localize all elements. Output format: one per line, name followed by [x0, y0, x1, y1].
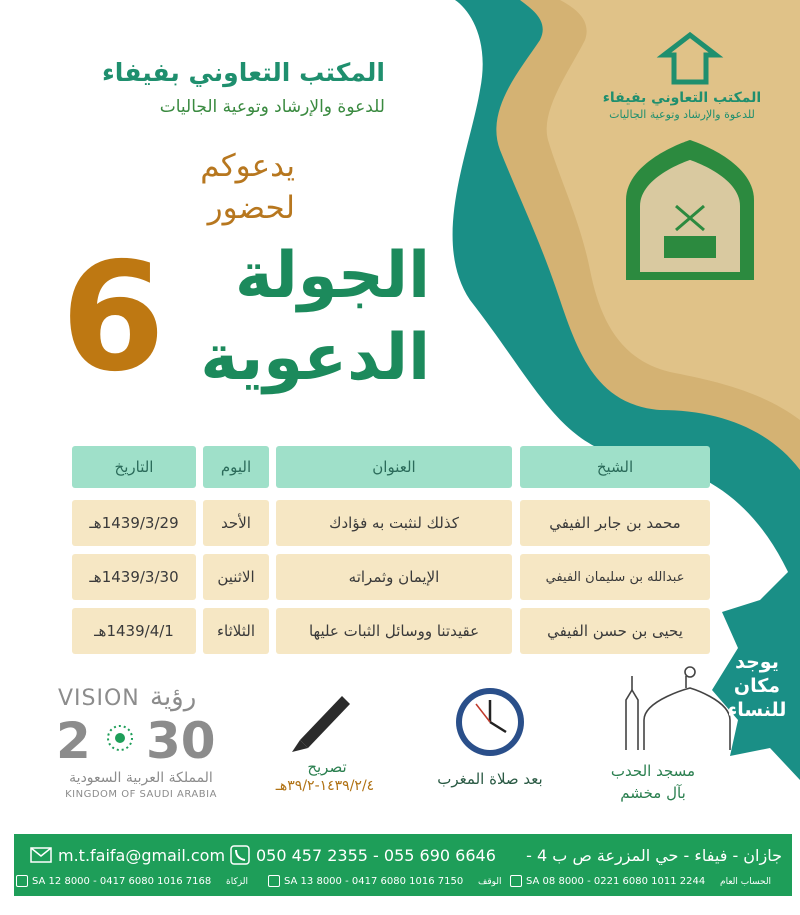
- column-header-date: التاريخ: [72, 446, 196, 488]
- account-number-general: SA 08 8000 - 0221 6080 1011 2244: [526, 876, 706, 887]
- table-cell-sheikh: يحيى بن حسن الفيفي: [520, 608, 710, 654]
- account-box-icon: [268, 875, 280, 887]
- table-cell-title: كذلك لنثبت به فؤادك: [276, 500, 512, 546]
- footer-bar: [14, 834, 792, 896]
- women-note-line-1: يوجد: [735, 651, 779, 673]
- org-title: المكتب التعاوني بفيفاء: [102, 58, 385, 87]
- org-subtitle: للدعوة والإرشاد وتوعية الجاليات: [159, 97, 385, 117]
- table-cell-sheikh: عبدالله بن سليمان الفيفي: [520, 554, 710, 600]
- account-number-waqf: SA 13 8000 - 0417 6080 1016 7150: [284, 876, 464, 887]
- table-cell-day: الثلاثاء: [203, 608, 269, 654]
- column-header-sheikh: الشيخ: [520, 446, 710, 488]
- badge-org-name: المكتب التعاوني بفيفاء: [602, 90, 762, 106]
- footer-address: جازان - فيفاء - حي المزرعة ص ب 4 -: [526, 846, 782, 865]
- vision-year-30: 30: [146, 712, 216, 770]
- vision-kingdom-en: KINGDOM OF SAUDI ARABIA: [65, 789, 217, 800]
- vision-label-ar: رؤية: [150, 682, 197, 712]
- phone-icon: [230, 845, 250, 865]
- mosque-name: مسجد الحدب: [610, 762, 696, 780]
- table-cell-day: الاثنين: [203, 554, 269, 600]
- column-header-title: العنوان: [276, 446, 512, 488]
- women-note-line-3: للنساء: [727, 699, 787, 721]
- clock-icon: [456, 688, 524, 756]
- mail-icon: [30, 847, 52, 863]
- vision-kingdom-ar: المملكة العربية السعودية: [69, 770, 213, 786]
- account-number-zakat: SA 12 8000 - 0417 6080 1016 7168: [32, 876, 212, 887]
- vision-label-en: VISION: [58, 686, 140, 711]
- account-box-icon: [16, 875, 28, 887]
- account-label-general: الحساب العام: [720, 877, 772, 887]
- vision-emblem-icon: [108, 726, 132, 750]
- women-place-note: [712, 650, 800, 722]
- permit-label: تصريح: [307, 758, 347, 776]
- account-box-icon: [510, 875, 522, 887]
- vision-year-2: 2: [56, 712, 91, 770]
- table-cell-day: الأحد: [203, 500, 269, 546]
- footer-email[interactable]: m.t.faifa@gmail.com: [58, 846, 226, 865]
- table-cell-date: 1439/3/29هـ: [72, 500, 196, 546]
- round-number: 6: [60, 231, 166, 405]
- invite-line-2: لحضور: [207, 190, 295, 226]
- event-title-line-1: الجولة: [234, 239, 430, 313]
- badge-org-subtitle: للدعوة والإرشاد وتوعية الجاليات: [609, 108, 755, 121]
- pencil-icon: [292, 696, 350, 752]
- event-time: بعد صلاة المغرب: [437, 770, 543, 788]
- table-cell-title: الإيمان وثمراته: [276, 554, 512, 600]
- event-title-line-2: الدعوية: [200, 321, 430, 395]
- invite-line-1: يدعوكم: [200, 148, 295, 184]
- mosque-location: بآل مخشم: [620, 784, 686, 802]
- permit-number: ١٤٣٩/٢/٤-٣٩/٢هـ: [275, 778, 375, 794]
- table-cell-date: 1439/3/30هـ: [72, 554, 196, 600]
- table-cell-sheikh: محمد بن جابر الفيفي: [520, 500, 710, 546]
- table-cell-date: 1439/4/1هـ: [72, 608, 196, 654]
- table-cell-title: عقيدتنا ووسائل الثبات عليها: [276, 608, 512, 654]
- account-label-zakat: الزكاة: [226, 877, 248, 887]
- women-note-line-2: مكان: [733, 675, 781, 697]
- footer-phones: 050 457 2355 - 055 690 6646: [256, 846, 496, 865]
- account-label-waqf: الوقف: [478, 877, 502, 887]
- column-header-day: اليوم: [203, 446, 269, 488]
